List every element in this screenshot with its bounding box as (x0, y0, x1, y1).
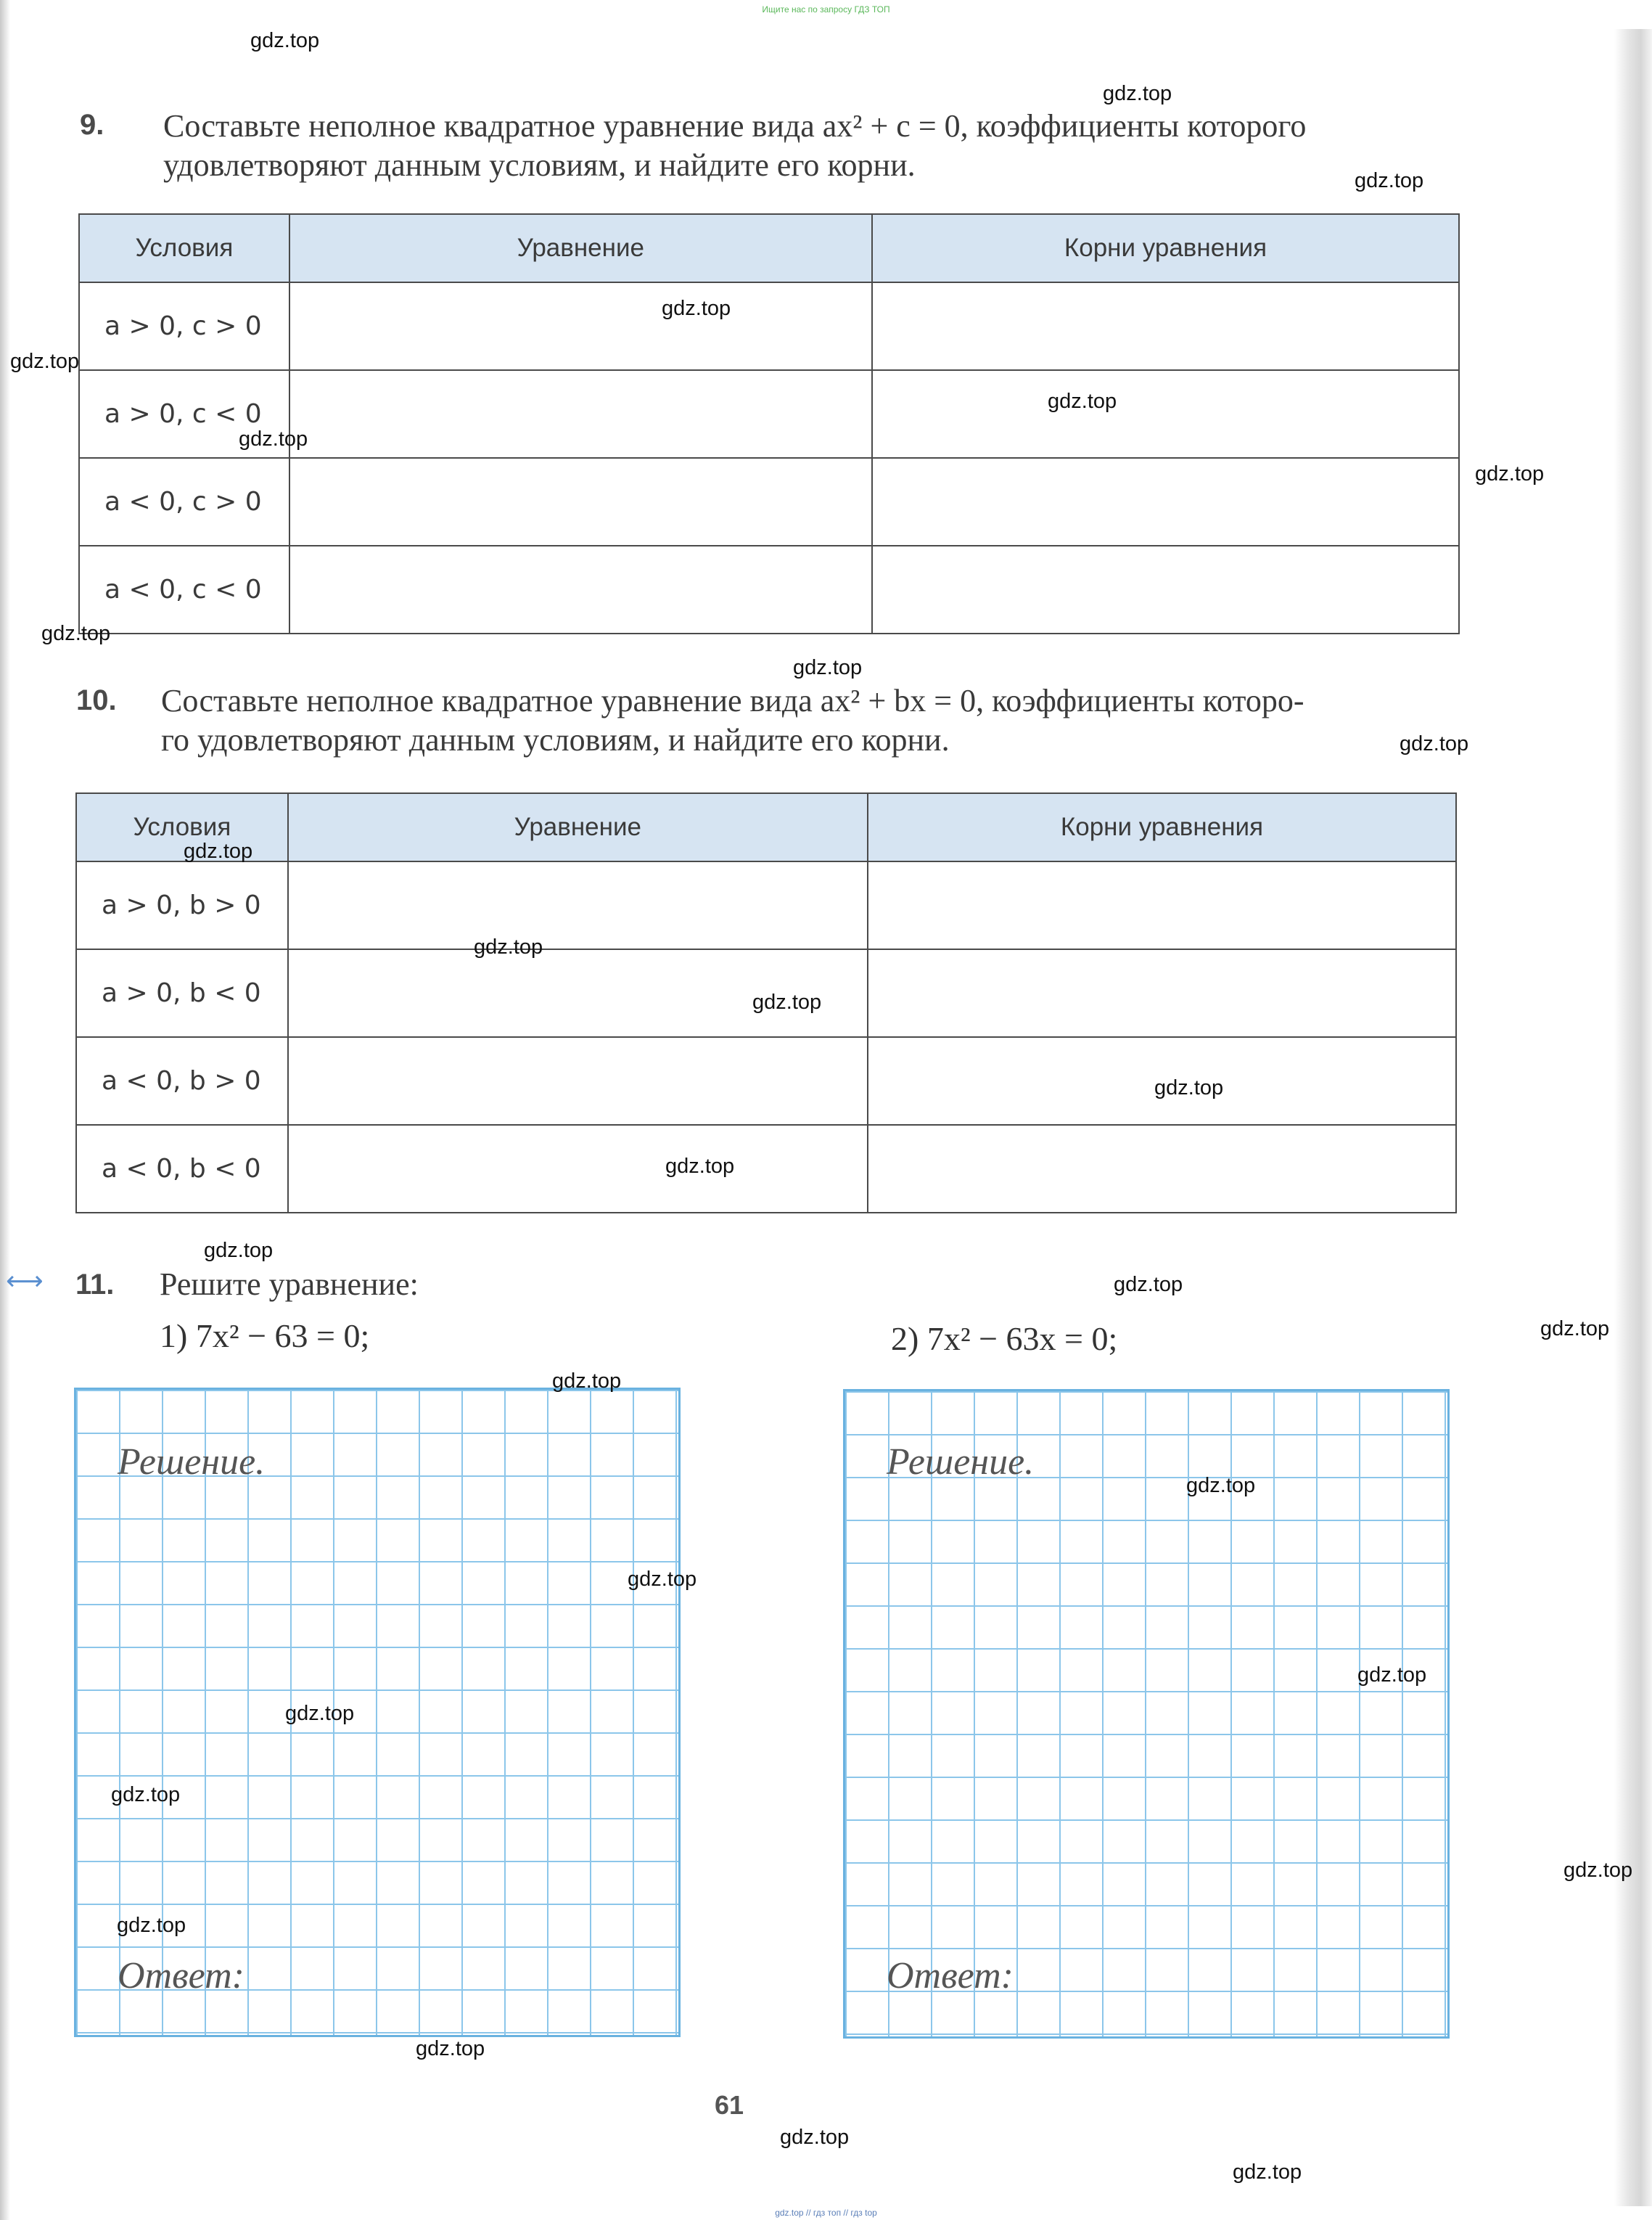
equation-2: 2) 7x² − 63x = 0; (891, 1320, 1118, 1357)
watermark: gdz.top (1540, 1317, 1610, 1340)
page-left-edge (0, 0, 10, 2220)
header-roots: Корни уравнения (868, 793, 1456, 861)
watermark: gdz.top (793, 656, 863, 679)
watermark: gdz.top (1233, 2160, 1302, 2184)
watermark: gdz.top (1475, 462, 1545, 486)
equation-cell[interactable] (288, 1037, 868, 1125)
double-arrow-icon: ⟷ (6, 1266, 44, 1296)
watermark: gdz.top (239, 427, 308, 451)
task-9-text-line1: Составьте неполное квадратное уравнение вида ax² + c = 0, коэффициенты которого (163, 108, 1307, 144)
watermark: gdz.top (1103, 82, 1172, 105)
watermark: gdz.top (1186, 1474, 1256, 1497)
header-roots: Корни уравнения (872, 214, 1459, 282)
answer-label-1: Ответ: (118, 1955, 244, 1996)
watermark: gdz.top (752, 991, 822, 1014)
header-equation: Уравнение (288, 793, 868, 861)
watermark: gdz.top (1154, 1076, 1224, 1099)
equation-cell[interactable] (289, 546, 872, 634)
watermark: gdz.top (204, 1239, 274, 1262)
table-header-row (76, 793, 1456, 861)
equation-cell[interactable] (288, 1125, 868, 1213)
condition-cell: a > 0, c < 0 (79, 370, 289, 458)
page-number: 61 (715, 2090, 744, 2120)
watermark: gdz.top (117, 1914, 186, 1937)
condition-cell: a < 0, b > 0 (76, 1037, 288, 1125)
table-header-row (79, 214, 1459, 282)
equation-cell[interactable] (289, 282, 872, 370)
watermark: gdz.top (1357, 1663, 1427, 1687)
condition-cell: a > 0, b < 0 (76, 949, 288, 1037)
task-9-text-line2: удовлетворяют данным условиям, и найдите его корни. (163, 147, 916, 183)
watermark: gdz.top (250, 29, 320, 52)
watermark: gdz.top (665, 1155, 735, 1178)
task-9-table (78, 213, 1460, 634)
roots-cell[interactable] (868, 861, 1456, 949)
table-row (79, 546, 1459, 634)
watermark: gdz.top (111, 1783, 181, 1806)
watermark: gdz.top (1400, 732, 1469, 755)
roots-cell[interactable] (868, 949, 1456, 1037)
table-row (79, 458, 1459, 546)
equation-1: 1) 7x² − 63 = 0; (160, 1317, 370, 1354)
solution-label-2: Решение. (887, 1441, 1035, 1483)
watermark: gdz.top (184, 840, 253, 863)
watermark: gdz.top (474, 935, 543, 959)
task-11-number: 11. (75, 1269, 115, 1301)
condition-cell: a > 0, c > 0 (79, 282, 289, 370)
table-row (79, 282, 1459, 370)
equation-cell[interactable] (289, 370, 872, 458)
watermark: gdz.top (10, 350, 80, 373)
condition-cell: a > 0, b > 0 (76, 861, 288, 949)
watermark: gdz.top (1563, 1859, 1633, 1882)
table-row (76, 861, 1456, 949)
task-9-number: 9. (80, 109, 104, 141)
header-conditions: Условия (79, 214, 289, 282)
watermark: gdz.top (416, 2037, 485, 2060)
watermark: gdz.top (552, 1369, 622, 1393)
bottom-banner: gdz.top // гдз топ // гдз top (775, 2208, 877, 2218)
watermark: gdz.top (1355, 169, 1424, 192)
equation-cell[interactable] (288, 861, 868, 949)
watermark: gdz.top (1048, 390, 1117, 413)
watermark: gdz.top (662, 297, 731, 320)
solution-label-1: Решение. (118, 1441, 266, 1483)
solution-grid-2[interactable] (843, 1389, 1450, 2039)
table-row (76, 1125, 1456, 1213)
equation-cell[interactable] (289, 458, 872, 546)
watermark: gdz.top (41, 622, 111, 645)
roots-cell[interactable] (872, 370, 1459, 458)
header-equation: Уравнение (289, 214, 872, 282)
roots-cell[interactable] (868, 1125, 1456, 1213)
top-banner: Ищите нас по запросу ГДЗ ТОП (762, 4, 890, 15)
solution-grid-1[interactable] (74, 1388, 681, 2037)
roots-cell[interactable] (872, 458, 1459, 546)
task-11-text: Решите уравнение: (160, 1266, 419, 1302)
roots-cell[interactable] (872, 546, 1459, 634)
task-10-text-line1: Составьте неполное квадратное уравнение вида ax² + bx = 0, коэффициенты которо- (161, 683, 1304, 718)
condition-cell: a < 0, c < 0 (79, 546, 289, 634)
task-10-number: 10. (76, 684, 117, 716)
condition-cell: a < 0, b < 0 (76, 1125, 288, 1213)
roots-cell[interactable] (872, 282, 1459, 370)
watermark: gdz.top (628, 1568, 697, 1591)
watermark: gdz.top (780, 2126, 850, 2149)
condition-cell: a < 0, c > 0 (79, 458, 289, 546)
header-conditions: Условия (76, 793, 288, 861)
watermark: gdz.top (1114, 1273, 1183, 1296)
watermark: gdz.top (285, 1702, 355, 1725)
answer-label-2: Ответ: (887, 1955, 1014, 1996)
table-row (76, 1037, 1456, 1125)
task-10-text-line2: го удовлетворяют данным условиям, и найдите его корни. (161, 722, 950, 758)
